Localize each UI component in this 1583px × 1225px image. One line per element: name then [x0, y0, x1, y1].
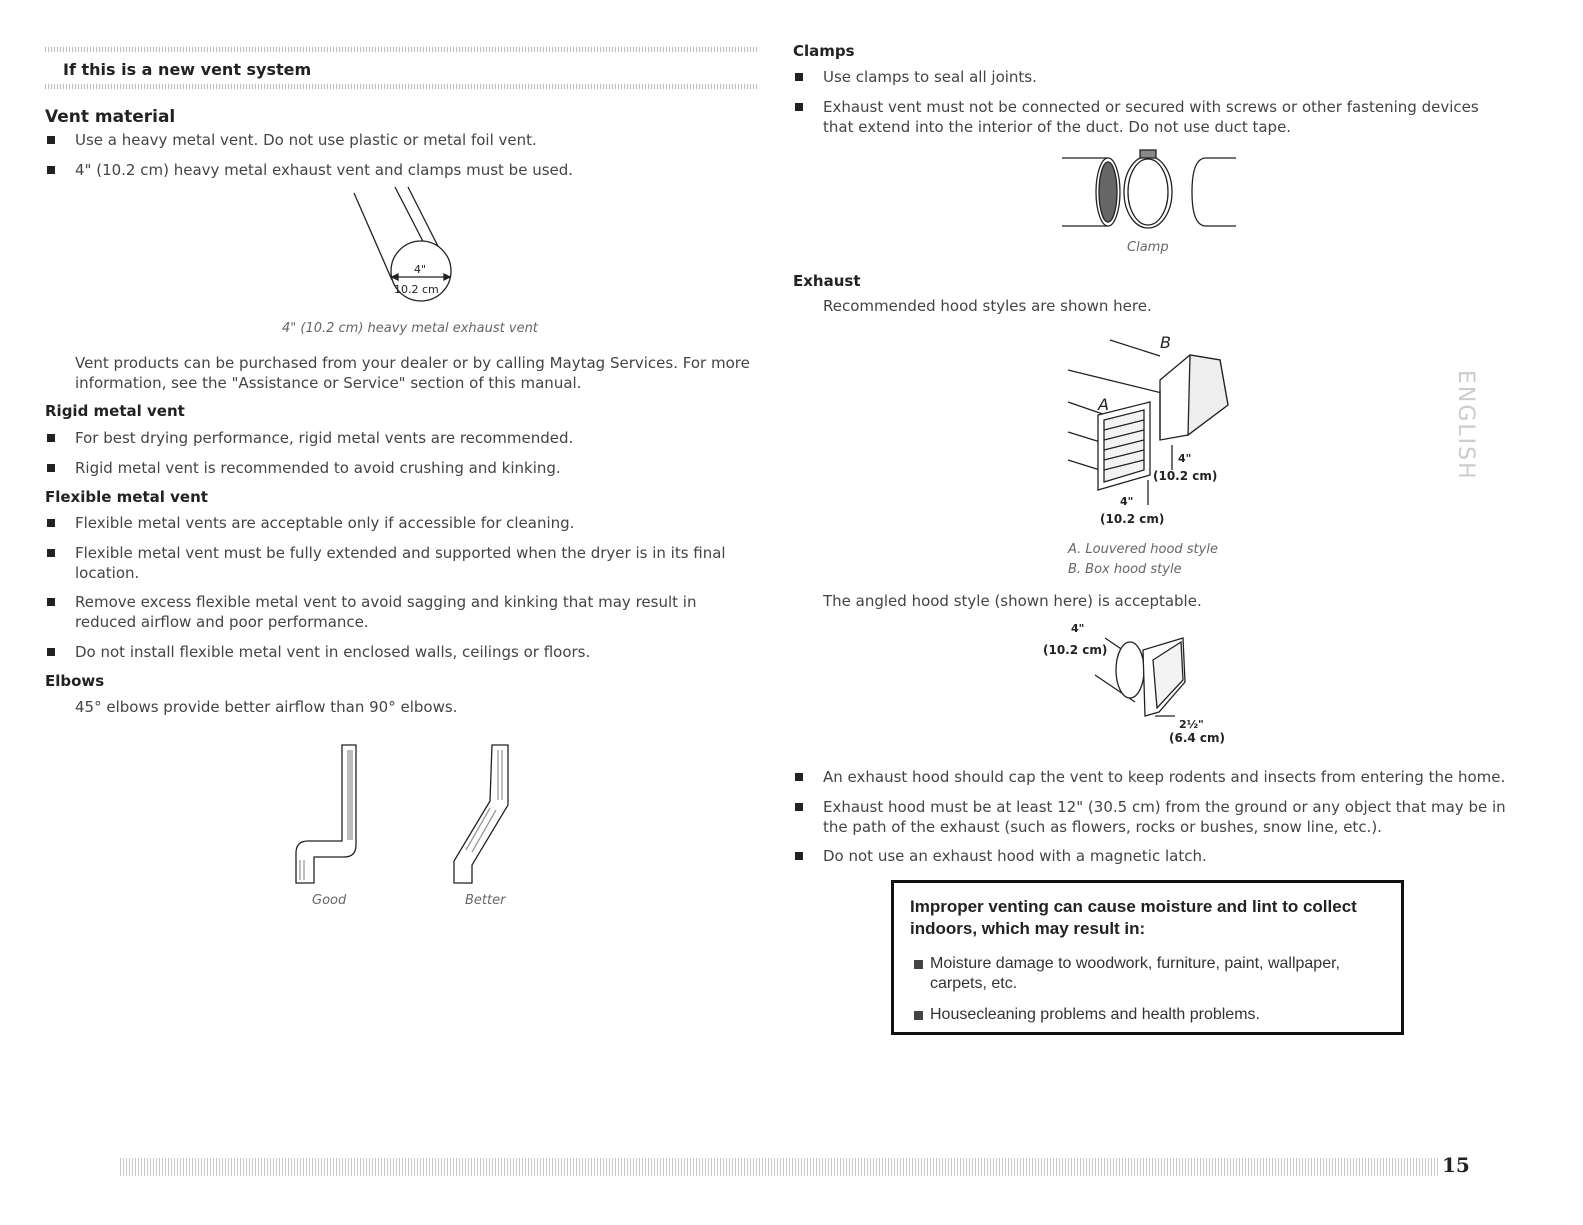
section-bottom-rule — [45, 84, 757, 89]
exhaust-bullet-1: An exhaust hood should cap the vent to keep rodents and insects from entering the home. — [823, 767, 1543, 787]
footer-rule — [120, 1158, 1438, 1176]
vent-material-heading: Vent material — [45, 107, 176, 127]
warning-item-2: Housecleaning problems and health problems. — [930, 1005, 1400, 1025]
warning-box — [891, 880, 1404, 1035]
angled-dim2-cm: (6.4 cm) — [1169, 731, 1226, 745]
side-tab-english: ENGLISH — [1453, 370, 1478, 481]
angled-hood-diagram — [1035, 620, 1235, 748]
good-caption: Good — [312, 893, 347, 908]
elbows-heading: Elbows — [45, 672, 105, 690]
section-title: If this is a new vent system — [63, 60, 312, 79]
hood-label-a: A — [1098, 395, 1109, 414]
hood-a-dim-cm: (10.2 cm) — [1100, 512, 1165, 526]
hood-caption-b: B. Box hood style — [1068, 562, 1182, 577]
exhaust-heading: Exhaust — [793, 272, 861, 290]
clamps-bullet-1: Use clamps to seal all joints. — [823, 67, 1513, 87]
hood-styles-diagram — [1060, 330, 1260, 530]
hood-b-dim-cm: (10.2 cm) — [1153, 469, 1218, 483]
hood-label-b: B — [1160, 333, 1171, 352]
flexible-heading: Flexible metal vent — [45, 488, 208, 506]
clamp-caption: Clamp — [1127, 240, 1169, 255]
clamps-heading: Clamps — [793, 42, 855, 60]
vent-diagram-cm: 10.2 cm — [394, 283, 439, 296]
vent-diagram — [340, 185, 480, 310]
warning-title: Improper venting can cause moisture and lint to collect indoors, which may result in: — [910, 897, 1357, 938]
hood-a-dim-in: 4" — [1120, 495, 1134, 508]
exhaust-text: Recommended hood styles are shown here. — [823, 297, 1152, 315]
better-caption: Better — [465, 893, 506, 908]
angled-dim2-in: 2½" — [1179, 718, 1204, 731]
vent-caption: 4" (10.2 cm) heavy metal exhaust vent — [282, 321, 538, 336]
page-number: 15 — [1442, 1153, 1470, 1177]
flexible-bullet-1: Flexible metal vents are acceptable only if accessible for cleaning. — [75, 513, 755, 533]
vent-diagram-inch: 4" — [414, 263, 427, 276]
rigid-heading: Rigid metal vent — [45, 402, 185, 420]
rigid-bullet-1: For best drying performance, rigid metal vents are recommended. — [75, 428, 755, 448]
rigid-bullet-2: Rigid metal vent is recommended to avoid crushing and kinking. — [75, 458, 755, 478]
exhaust-bullet-2: Exhaust hood must be at least 12" (30.5 cm) from the ground or any object that may be in the path of the exhaust (such as flowers, rocks or bushes, snow line, etc.). — [823, 797, 1513, 837]
angled-text: The angled hood style (shown here) is acceptable. — [823, 592, 1202, 610]
angled-dim-cm: (10.2 cm) — [1043, 643, 1108, 657]
hood-b-dim-in: 4" — [1178, 452, 1192, 465]
flexible-bullet-3: Remove excess flexible metal vent to avoid sagging and kinking that may result in reduced airflow and poor performance. — [75, 592, 725, 632]
section-top-rule — [45, 47, 757, 52]
exhaust-bullet-3: Do not use an exhaust hood with a magnetic latch. — [823, 846, 1513, 866]
flexible-bullet-2: Flexible metal vent must be fully extended and supported when the dryer is in its final location. — [75, 543, 745, 583]
vent-material-bullet-2: 4" (10.2 cm) heavy metal exhaust vent and clamps must be used. — [75, 160, 755, 180]
clamp-diagram — [1060, 148, 1240, 233]
elbows-text: 45° elbows provide better airflow than 90° elbows. — [75, 698, 458, 716]
clamps-bullet-2: Exhaust vent must not be connected or secured with screws or other fastening devices that extend into the interior of the duct. Do not use duct tape. — [823, 97, 1488, 137]
elbows-diagram — [290, 740, 520, 890]
flexible-bullet-4: Do not install flexible metal vent in enclosed walls, ceilings or floors. — [75, 642, 755, 662]
warning-item-1: Moisture damage to woodwork, furniture, paint, wallpaper, carpets, etc. — [930, 954, 1400, 994]
vent-products-paragraph: Vent products can be purchased from your dealer or by calling Maytag Services. For more information, see the "Assistance or Service" section of this manual. — [75, 354, 750, 392]
hood-caption-a: A. Louvered hood style — [1068, 542, 1218, 557]
angled-dim-in: 4" — [1071, 622, 1085, 635]
vent-material-bullet-1: Use a heavy metal vent. Do not use plastic or metal foil vent. — [75, 130, 755, 150]
